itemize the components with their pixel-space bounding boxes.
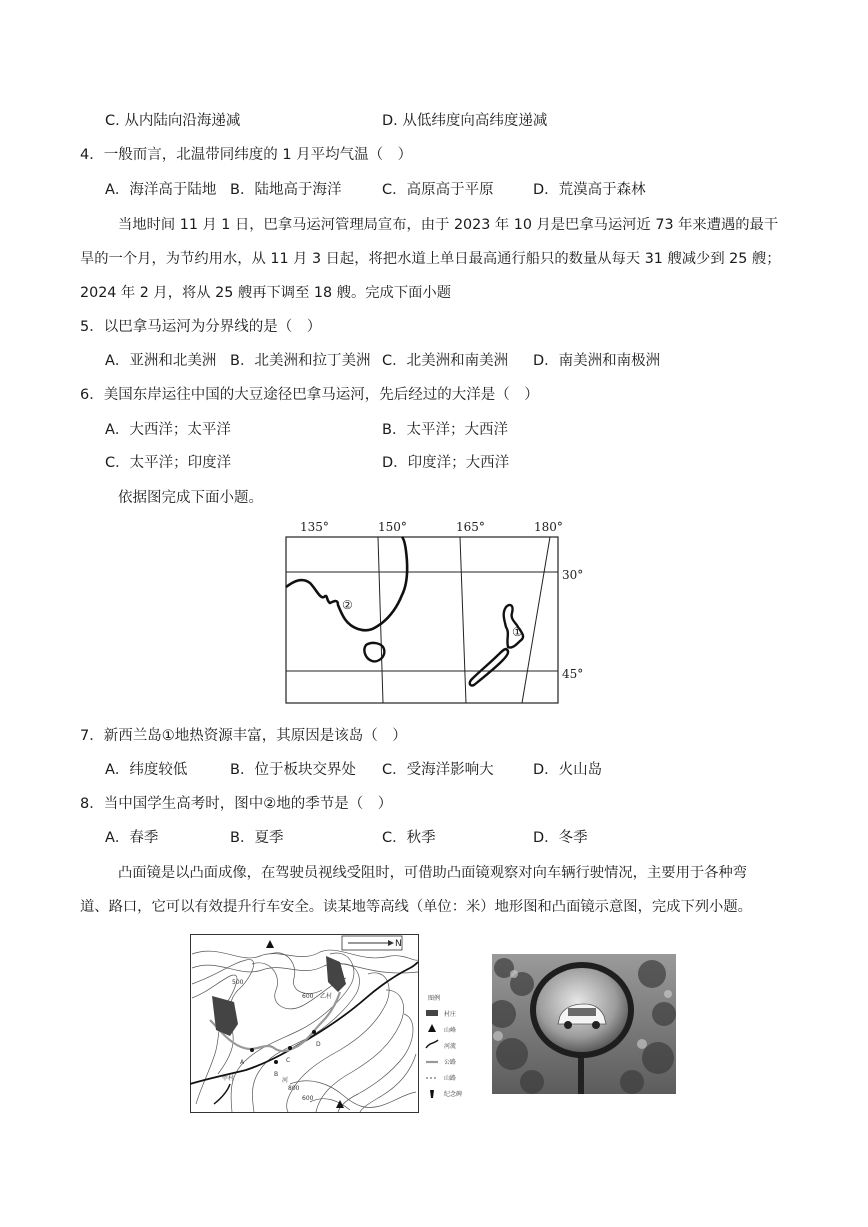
q6-stem: 6．美国东岸运往中国的大豆途径巴拿马运河，先后经过的大洋是（ ）: [80, 387, 539, 403]
q6-option-d: D．印度洋；大西洋: [382, 455, 510, 471]
lon-label-150: 150°: [378, 520, 407, 534]
q7-option-a: A．纬度较低: [105, 762, 188, 778]
point-b-dot: [274, 1060, 278, 1064]
q3-option-c: C. 从内陆向沿海递减: [105, 113, 241, 129]
legend-road-label: 公路: [444, 1059, 457, 1066]
legend: [426, 994, 462, 1098]
lat-label-30: 30°: [562, 568, 584, 582]
passage2-line2: 道、路口，它可以有效提升行车安全。读某地等高线（单位：米）地形图和凸面镜示意图，完成下列小题。: [80, 899, 752, 915]
point-b-label: B: [274, 1071, 279, 1078]
point-a-dot: [250, 1048, 254, 1052]
village-jia-label: 甲村: [222, 1075, 235, 1082]
passage1-line2: 旱的一个月，为节约用水，从 11 月 3 日起，将把水道上单日最高通行船只的数量从每天 31 艘减少到 25 艘；: [80, 251, 781, 267]
meridian-150: [378, 537, 383, 703]
marker-1: ①: [512, 625, 523, 639]
marker-2: ②: [342, 598, 353, 612]
lon-label-135: 135°: [300, 520, 329, 534]
passage1-line3: 2024 年 2 月，将从 25 艘再下调至 18 艘。完成下面小题: [80, 285, 452, 301]
q8-option-c: C．秋季: [382, 830, 436, 846]
village-yi-label: 乙村: [320, 993, 333, 1000]
south-island: [470, 649, 508, 686]
q7-option-c: C．受海洋影响大: [382, 762, 494, 778]
q4-option-b: B．陆地高于海洋: [230, 182, 342, 198]
elevation-label-1: 500: [232, 979, 244, 986]
point-c-label: C: [286, 1057, 291, 1064]
car-window: [568, 1008, 596, 1016]
q8-stem: 8．当中国学生高考时，图中②地的季节是（ ）: [80, 796, 393, 812]
q8-option-d: D．冬季: [533, 830, 588, 846]
elevation-label-4: 800: [288, 1085, 300, 1092]
q7-option-b: B．位于板块交界处: [230, 762, 356, 778]
mirror-pole: [578, 1056, 584, 1094]
map-intro: 依据图完成下面小题。: [118, 490, 263, 506]
point-a-label: A: [240, 1059, 245, 1066]
q4-option-a: A．海洋高于陆地: [105, 182, 217, 198]
q6-option-c: C．太平洋；印度洋: [105, 455, 232, 471]
legend-monument-icon: [430, 1090, 434, 1098]
q5-stem: 5．以巴拿马运河为分界线的是（ ）: [80, 319, 322, 335]
car-wheel-front: [564, 1021, 572, 1029]
q6-option-a: A．大西洋；太平洋: [105, 422, 231, 438]
legend-village-label: 村庄: [444, 1011, 457, 1018]
q8-option-b: B．夏季: [230, 830, 284, 846]
q4-stem: 4．一般而言，北温带同纬度的 1 月平均气温（ ）: [80, 147, 413, 163]
point-d-dot: [312, 1030, 316, 1034]
passage2-line1: 凸面镜是以凸面成像，在驾驶员视线受阻时，可借助凸面镜观察对向车辆行驶情况，主要用于各种弯: [118, 865, 748, 881]
lon-label-165: 165°: [456, 520, 485, 534]
lon-label-180: 180°: [534, 520, 563, 534]
australia-newzealand-map: [280, 515, 590, 710]
legend-peak-icon: [428, 1024, 436, 1032]
legend-monument-label: 纪念碑: [444, 1091, 463, 1098]
q3-option-d: D. 从低纬度向高纬度递减: [382, 113, 548, 129]
q5-option-d: D．南美洲和南极洲: [533, 353, 661, 369]
q4-option-d: D．荒漠高于森林: [533, 182, 646, 198]
lat-label-45: 45°: [562, 667, 584, 681]
legend-title: 图例: [428, 995, 441, 1002]
q5-option-b: B．北美洲和拉丁美洲: [230, 353, 371, 369]
australia-coastline: [286, 537, 407, 630]
legend-trail-label: 山路: [444, 1075, 457, 1082]
q5-option-a: A．亚洲和北美洲: [105, 353, 217, 369]
point-d-label: D: [316, 1041, 321, 1048]
convex-mirror-photo: [492, 954, 676, 1094]
meridian-180: [522, 537, 550, 703]
q4-option-c: C．高原高于平原: [382, 182, 494, 198]
point-c-dot: [288, 1046, 292, 1050]
passage1-line1: 当地时间 11 月 1 日，巴拿马运河管理局宣布，由于 2023 年 10 月是巴拿马运河近 73 年来遭遇的最干: [118, 217, 779, 233]
q8-option-a: A．春季: [105, 830, 159, 846]
q7-stem: 7．新西兰岛①地热资源丰富，其原因是该岛（ ）: [80, 728, 407, 744]
elevation-label-3: 600: [302, 1095, 314, 1102]
legend-peak-label: 山峰: [444, 1027, 457, 1034]
river-label: 河: [282, 1077, 289, 1084]
q7-option-d: D．火山岛: [533, 762, 603, 778]
legend-river-icon: [426, 1040, 438, 1048]
meridian-165: [460, 537, 466, 703]
q5-option-c: C．北美洲和南美洲: [382, 353, 509, 369]
q6-option-b: B．太平洋；大西洋: [382, 422, 508, 438]
north-label: N: [395, 939, 402, 949]
legend-river-label: 河流: [444, 1043, 457, 1050]
car-wheel-rear: [592, 1021, 600, 1029]
elevation-label-2: 600: [302, 993, 314, 1000]
contour-map: [190, 934, 474, 1116]
map-frame: [286, 537, 558, 703]
legend-village-icon: [426, 1010, 438, 1016]
